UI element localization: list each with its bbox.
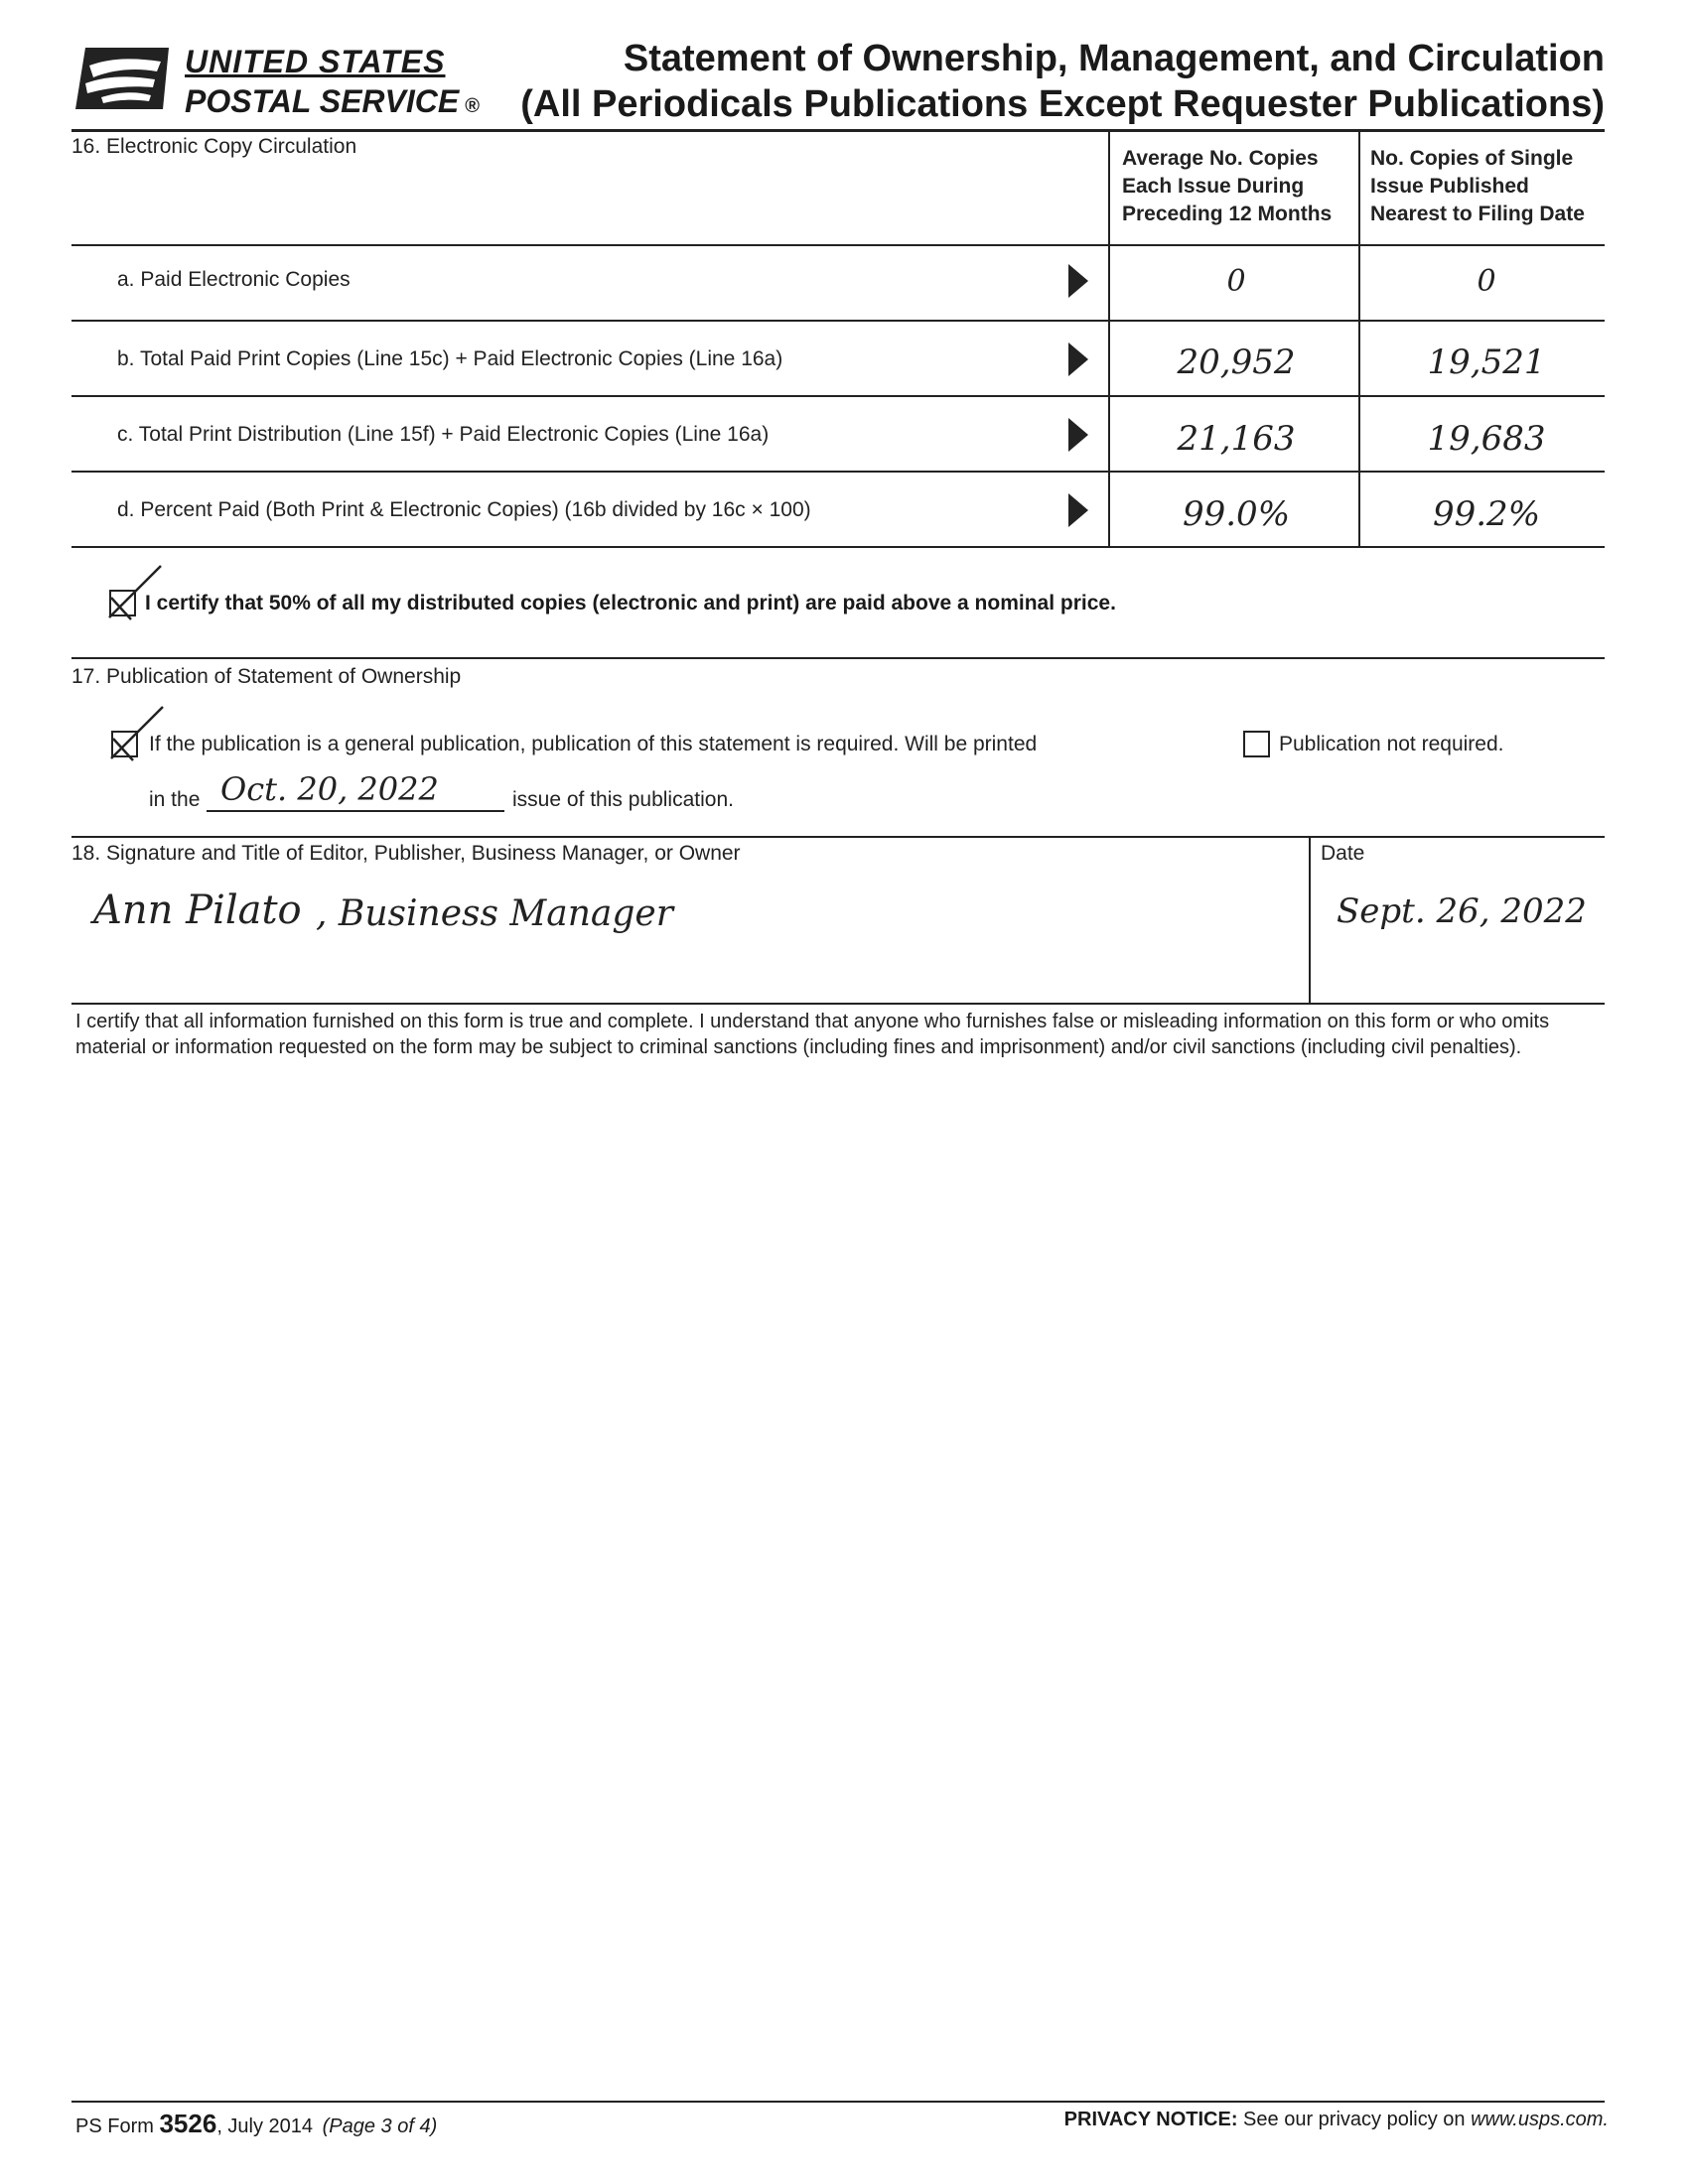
certify-checkbox[interactable]	[109, 590, 136, 616]
section-18-title: 18. Signature and Title of Editor, Publisher, Business Manager, or Owner	[71, 842, 741, 865]
arrow-icon	[1068, 342, 1088, 376]
form-id	[75, 2109, 437, 2139]
general-publication-checkbox[interactable]	[111, 731, 138, 757]
arrow-icon	[1068, 264, 1088, 298]
table-rule	[71, 546, 1605, 548]
section-rule	[71, 657, 1605, 659]
row-d-single[interactable]: 99.2%	[1432, 494, 1540, 534]
table-rule	[71, 244, 1605, 246]
issue-date-field[interactable]	[207, 770, 504, 812]
brand-line-2-wrap	[185, 83, 480, 120]
footer-rule	[71, 2101, 1605, 2103]
col-header-single	[1370, 145, 1585, 228]
signer-title: , Business Manager	[316, 893, 673, 934]
col2-header-line: No. Copies of Single	[1370, 147, 1574, 170]
row-b-average[interactable]: 20,952	[1177, 342, 1296, 382]
form-number: 3526	[159, 2109, 217, 2138]
arrow-icon	[1068, 418, 1088, 452]
privacy-notice	[1064, 2109, 1609, 2131]
in-the-label: in the	[149, 788, 201, 811]
certify-text: I certify that 50% of all my distributed copies (electronic and print) are paid above a nominal price.	[145, 592, 1116, 614]
col1-header-line: Average No. Copies	[1122, 147, 1319, 170]
col2-header-line: Issue Published	[1370, 175, 1529, 198]
row-c-single[interactable]: 19,683	[1427, 419, 1546, 459]
not-required-text: Publication not required.	[1279, 733, 1504, 755]
brand-line-1: UNITED STATES	[185, 44, 446, 79]
section-17-title: 17. Publication of Statement of Ownership	[71, 665, 462, 688]
table-rule	[71, 471, 1605, 473]
row-a-average[interactable]: 0	[1226, 264, 1246, 299]
col-header-average	[1122, 145, 1332, 228]
col1-header-line: Preceding 12 Months	[1122, 203, 1333, 225]
registered-mark: ®	[465, 95, 480, 117]
issue-suffix: issue of this publication.	[512, 788, 734, 811]
section-16-title: 16. Electronic Copy Circulation	[71, 135, 357, 158]
section-rule	[71, 1003, 1605, 1005]
eagle-icon	[71, 44, 171, 113]
row-c-average[interactable]: 21,163	[1177, 419, 1296, 459]
signature-field[interactable]	[89, 884, 1281, 953]
privacy-text: See our privacy policy on	[1237, 2109, 1472, 2130]
form-date: , July 2014	[216, 2116, 314, 2137]
disclaimer-text: I certify that all information furnished on this form is true and complete. I understand that anyone who furnishes false or misleading information on this form or who omits material or information requested on the form may be subject to criminal sanctions (including fines and imprisonment) and/or civil sanctions (including civil penalties).	[75, 1011, 1550, 1058]
form-prefix: PS Form	[75, 2116, 154, 2137]
privacy-label: PRIVACY NOTICE:	[1063, 2109, 1238, 2130]
page-indicator: (Page 3 of 4)	[322, 2116, 438, 2137]
date-value[interactable]: Sept. 26, 2022	[1337, 891, 1587, 931]
date-divider	[1309, 836, 1311, 1005]
row-d-average[interactable]: 99.0%	[1182, 494, 1290, 534]
privacy-link[interactable]: www.usps.com.	[1471, 2109, 1609, 2130]
row-b-label: b. Total Paid Print Copies (Line 15c) + Paid Electronic Copies (Line 16a)	[117, 347, 783, 370]
form-title-line-2: (All Periodicals Publications Except Requester Publications)	[520, 83, 1605, 125]
row-b-single[interactable]: 19,521	[1427, 342, 1546, 382]
table-rule	[71, 395, 1605, 397]
date-label: Date	[1321, 842, 1365, 865]
form-title-line-1: Statement of Ownership, Management, and Circulation	[623, 38, 1605, 79]
row-d-label: d. Percent Paid (Both Print & Electronic Copies) (16b divided by 16c × 100)	[117, 498, 811, 521]
issue-date-value: Oct. 20, 2022	[220, 770, 439, 808]
table-rule	[71, 320, 1605, 322]
arrow-icon	[1068, 493, 1088, 527]
header-rule	[71, 129, 1605, 132]
col2-header-line: Nearest to Filing Date	[1370, 203, 1585, 225]
col-divider-2	[1358, 131, 1360, 548]
general-publication-text: If the publication is a general publication, publication of this statement is required. Will be printed	[149, 733, 1038, 755]
row-a-label: a. Paid Electronic Copies	[117, 268, 351, 291]
usps-logo	[71, 44, 171, 113]
signature: Ann Pilato	[93, 887, 302, 933]
col1-header-line: Each Issue During	[1122, 175, 1305, 198]
row-a-single[interactable]: 0	[1477, 264, 1496, 299]
not-required-checkbox[interactable]	[1243, 731, 1270, 757]
section-rule	[71, 836, 1605, 838]
brand-line-2: POSTAL SERVICE	[185, 83, 460, 119]
row-c-label: c. Total Print Distribution (Line 15f) + Paid Electronic Copies (Line 16a)	[117, 423, 770, 446]
col-divider-1	[1108, 131, 1110, 548]
